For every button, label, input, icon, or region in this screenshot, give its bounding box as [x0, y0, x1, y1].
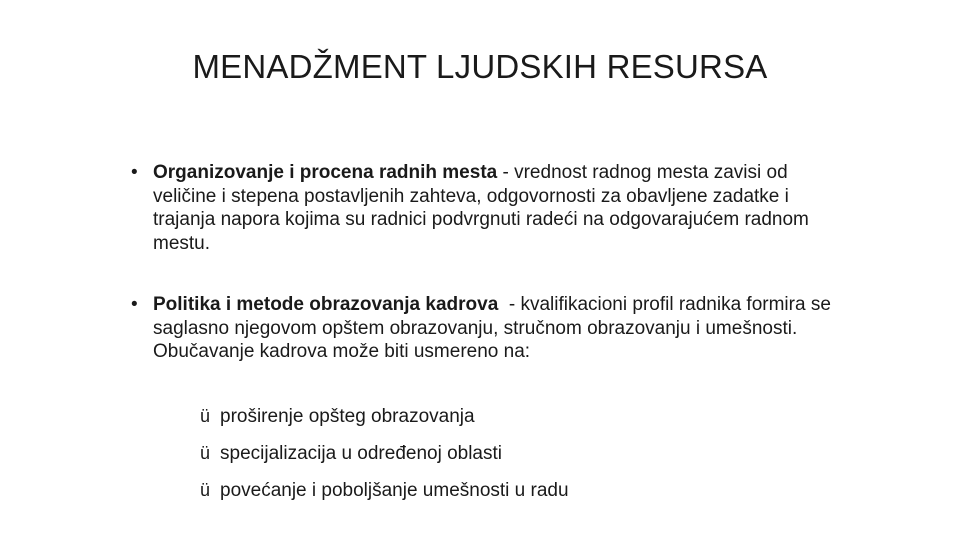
sub-item: [200, 441, 502, 466]
bullet-icon: •: [131, 294, 138, 315]
check-icon: ü: [200, 443, 211, 463]
bullet-text: [153, 161, 831, 255]
bullet-heading: Politika i metode obrazovanja kadrova: [153, 294, 499, 315]
bullet-text: [153, 293, 837, 364]
bullet-body: - kvalifikacioni profil radnika formira se saglasno njegovom opštem obrazovanju, stručnom obrazovanju i umešnosti. Obučavanje kadrova može biti usmereno na:: [153, 294, 837, 362]
bullet-body: - vrednost radnog mesta zavisi od veličine i stepena postavljenih zahteva, odgovornosti za obavljene zadatke i trajanja napora kojima su radnici podvrgnuti radeći na odgovarajućem radnom mestu.: [153, 162, 809, 254]
bullet-heading: Organizovanje i procena radnih mesta: [153, 162, 498, 183]
sub-item: [200, 478, 569, 503]
check-icon: ü: [200, 406, 211, 426]
sub-item-text: specijalizacija u određenoj oblasti: [220, 443, 503, 464]
bullet-item: [131, 293, 837, 364]
sub-item-text: proširenje opšteg obrazovanja: [220, 406, 475, 427]
sub-item-text: povećanje i poboljšanje umešnosti u radu: [220, 480, 569, 501]
bullet-item: [131, 161, 831, 255]
bullet-icon: •: [131, 162, 138, 183]
slide-title: MENADŽMENT LJUDSKIH RESURSA: [192, 48, 768, 85]
check-icon: ü: [200, 480, 211, 500]
sub-item: [200, 404, 475, 429]
